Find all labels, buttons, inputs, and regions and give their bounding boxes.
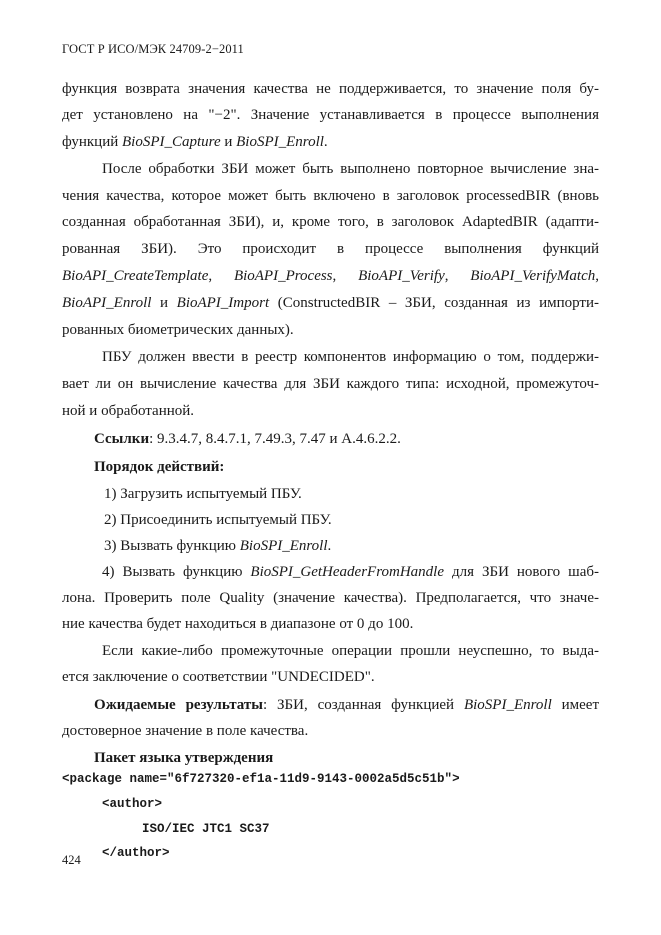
- expected-results: Ожидаемые результаты: ЗБИ, созданная функцией BioSPI_Enroll имеет: [94, 697, 600, 713]
- paragraph-line: ной и обработанной.: [62, 403, 195, 419]
- paragraph-line: дет установлено на "−2". Значение устанавливается в процессе выполнения: [62, 107, 599, 123]
- procedure-title: Порядок действий:: [94, 459, 225, 475]
- procedure-step: 2) Присоединить испытуемый ПБУ.: [104, 512, 332, 528]
- paragraph-line: BioAPI_Enroll и BioAPI_Import (ConstructedBIR – ЗБИ, созданная из импорти-: [62, 295, 599, 311]
- paragraph-line: вает ли он вычисление качества для ЗБИ каждого типа: исходной, промежуточ-: [62, 376, 599, 392]
- paragraph-line: лона. Проверить поле Quality (значение качества). Предполагается, что значе-: [62, 590, 599, 606]
- procedure-step: 3) Вызвать функцию BioSPI_Enroll.: [104, 538, 332, 554]
- page-number: 424: [62, 853, 81, 867]
- paragraph-line: функций BioSPI_Capture и BioSPI_Enroll.: [62, 134, 328, 150]
- package-title: Пакет языка утверждения: [94, 750, 274, 766]
- paragraph-line: рованная ЗБИ). Это происходит в процессе выполнения функций: [62, 241, 599, 257]
- code-line: <package name="6f727320-ef1a-11d9-9143-0002a5d5c51b">: [62, 772, 460, 786]
- document-header: ГОСТ Р ИСО/МЭК 24709-2−2011: [62, 42, 244, 56]
- paragraph-line: ПБУ должен ввести в реестр компонентов информацию о том, поддержи-: [102, 349, 599, 365]
- code-line: </author>: [102, 846, 170, 860]
- paragraph-line: ние качества будет находиться в диапазоне от 0 до 100.: [62, 616, 414, 632]
- code-line: ISO/IEC JTC1 SC37: [142, 822, 270, 836]
- paragraph-line: созданная обработанная ЗБИ), и, кроме того, в заголовок AdaptedBIR (адапти-: [62, 214, 599, 230]
- paragraph-line: функция возврата значения качества не поддерживается, то значение поля бу-: [62, 81, 599, 97]
- paragraph-line: После обработки ЗБИ может быть выполнено повторное вычисление зна-: [102, 161, 599, 177]
- procedure-step: 4) Вызвать функцию BioSPI_GetHeaderFromHandle для ЗБИ нового шаб-: [102, 564, 599, 580]
- references: Ссылки: 9.3.4.7, 8.4.7.1, 7.49.3, 7.47 и А.4.6.2.2.: [94, 431, 401, 447]
- paragraph-line: BioAPI_CreateTemplate, BioAPI_Process, BioAPI_Verify, BioAPI_VerifyMatch,: [62, 268, 600, 284]
- procedure-step: 1) Загрузить испытуемый ПБУ.: [104, 486, 302, 502]
- paragraph-line: рованных биометрических данных).: [62, 322, 294, 338]
- paragraph-line: чения качества, которое может быть включено в заголовок processedBIR (вновь: [62, 188, 599, 204]
- paragraph-line: Если какие-либо промежуточные операции прошли неуспешно, то выда-: [102, 643, 599, 659]
- paragraph-line: достоверное значение в поле качества.: [62, 723, 309, 739]
- paragraph-line: ется заключение о соответствии "UNDECIDED".: [62, 669, 375, 685]
- code-line: <author>: [102, 797, 163, 811]
